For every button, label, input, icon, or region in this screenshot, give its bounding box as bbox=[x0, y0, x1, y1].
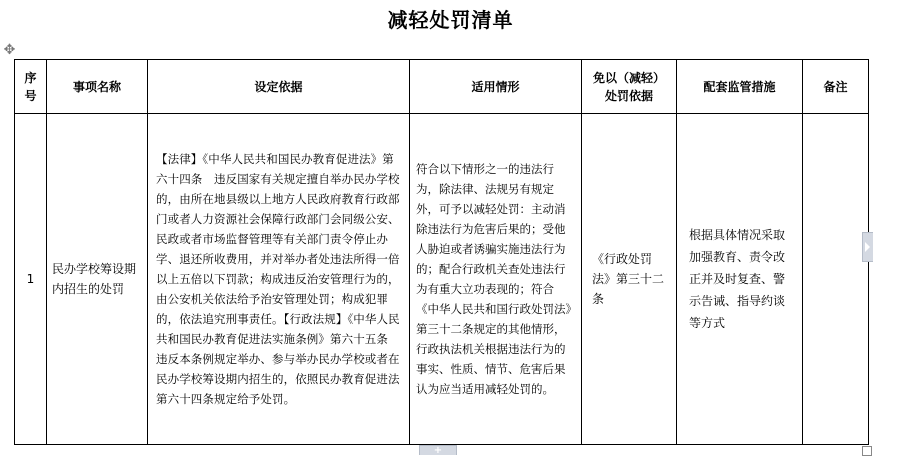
penalty-table bbox=[14, 59, 869, 445]
table-row bbox=[15, 114, 869, 445]
table-resize-handle-icon[interactable] bbox=[862, 446, 872, 456]
table-header-row bbox=[15, 60, 869, 114]
cell-seq: 1 bbox=[15, 114, 47, 445]
header-measures: 配套监管措施 bbox=[677, 60, 803, 114]
page-title: 减轻处罚清单 bbox=[387, 8, 514, 32]
cell-item-name: 民办学校筹设期内招生的处罚 bbox=[47, 114, 148, 445]
header-situation: 适用情形 bbox=[410, 60, 582, 114]
cell-basis: 【法律】《中华人民共和国民办教育促进法》第六十四条 违反国家有关规定擅自举办民办学校的，由所在地县级以上地方人民政府教育行政部门或者人力资源社会保障行政部门会同级公安、民政或者市场监督管理等有关部门责令停止办学、退还所收费用，并对举办者处违法所得一倍以上五倍以下罚款；构成违反治安管理行为的，由公安机关依法给予治安管理处罚；构成犯罪的，依法追究刑事责任。【行政法规】《中华人民共和国民办教育促进法实施条例》第六十五条 违反本条例规定举办、参与举办民办学校或者在民办学校筹设期内招生的，依照民办教育促进法第六十四条规定给予处罚。 bbox=[148, 114, 410, 445]
cell-exempt-basis: 《行政处罚法》第三十二条 bbox=[582, 114, 677, 445]
cell-situation: 符合以下情形之一的违法行为，除法律、法规另有规定外，可予以减轻处罚：主动消除违法行为危害后果的；受他人胁迫或者诱骗实施违法行为的；配合行政机关查处违法行为有重大立功表现的；符合《中华人民共和国行政处罚法》第三十二条规定的其他情形，行政执法机关根据违法行为的事实、性质、情节、危害后果认为应当适用减轻处罚的。 bbox=[410, 114, 582, 445]
header-seq: 序号 bbox=[15, 60, 47, 114]
header-item-name: 事项名称 bbox=[47, 60, 148, 114]
header-basis: 设定依据 bbox=[148, 60, 410, 114]
add-column-handle-icon[interactable] bbox=[862, 232, 873, 262]
header-exempt-basis: 免以（减轻）处罚依据 bbox=[582, 60, 677, 114]
cell-measures: 根据具体情况采取加强教育、责令改正并及时复查、警示告诫、指导约谈等方式 bbox=[677, 114, 803, 445]
add-row-handle-icon[interactable]: + bbox=[419, 445, 457, 455]
header-remarks: 备注 bbox=[803, 60, 869, 114]
cell-remarks bbox=[803, 114, 869, 445]
table-move-handle-icon[interactable]: ✥ bbox=[3, 42, 16, 58]
